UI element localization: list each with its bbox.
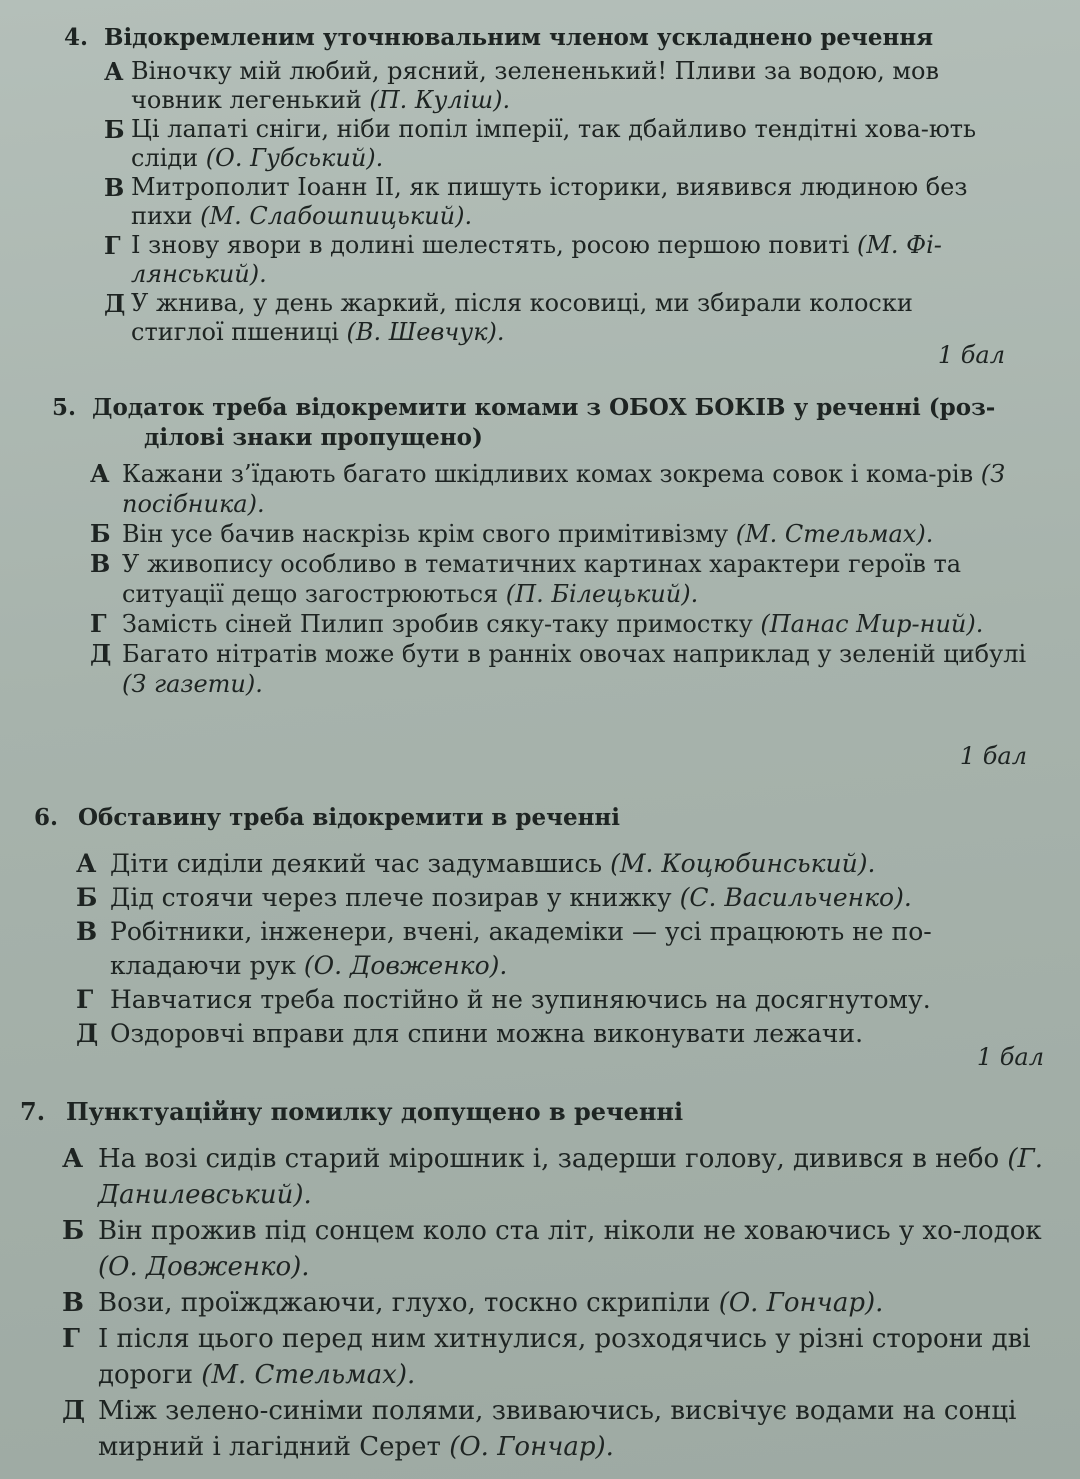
option-source: (М. Фі-лянський).	[131, 231, 942, 288]
option-text: У жнива, у день жаркий, після косовиці, ми збирали колоски стиглої пшениці	[131, 289, 913, 346]
option-h	[0, 983, 1040, 1017]
option-text: Ці лапаті сніги, ніби попіл імперії, так дбайливо тендітні хова-ють сліди	[131, 115, 977, 172]
option-text: На возі сидів старий мірошник і, задерши голову, дивився в небо	[98, 1144, 1000, 1174]
option-text: Митрополит Іоанн II, як пишуть історики, виявився людиною без пихи	[131, 173, 968, 230]
option-source: (В. Шевчук).	[346, 318, 505, 346]
question-number: 5.	[52, 394, 77, 421]
question-4	[0, 22, 1080, 369]
option-source: (О. Гончар).	[449, 1432, 614, 1462]
option-letter: Д	[76, 1019, 99, 1048]
option-source: (М. Стельмах).	[735, 520, 934, 548]
option-source: (П. Куліш).	[369, 86, 511, 114]
option-letter: Г	[76, 985, 94, 1014]
options-list	[0, 1141, 1080, 1465]
option-h	[0, 231, 991, 289]
option-letter: Б	[76, 883, 98, 912]
question-heading	[0, 22, 1080, 53]
option-b	[0, 115, 991, 173]
option-text: Навчатися треба постійно й не зупиняючись на досягнутому.	[110, 985, 931, 1014]
question-title: Додаток треба відокремити комами з ОБОХ БОКІВ у реченні (роз-	[92, 394, 996, 421]
option-source: (З газети).	[122, 670, 263, 698]
option-text: Він прожив під сонцем коло ста літ, ніколи не ховаючись у хо-лодок	[98, 1216, 1042, 1246]
option-letter: Г	[62, 1324, 80, 1354]
question-heading	[0, 802, 1080, 833]
option-source: (О. Гончар).	[718, 1288, 884, 1318]
options-list	[0, 847, 1080, 1051]
question-6	[0, 802, 1080, 1071]
option-letter: Б	[62, 1216, 85, 1246]
option-source: (М. Стельмах).	[201, 1360, 416, 1390]
question-title: Обставину треба відокремити в реченні	[78, 804, 621, 831]
option-a	[0, 1141, 1058, 1213]
option-letter: В	[104, 173, 125, 202]
option-b	[0, 519, 1027, 549]
option-source: (М. Слабошпицький).	[200, 202, 473, 230]
option-v	[0, 915, 1040, 983]
option-text: І після цього перед ним хитнулися, розходячись у різні сторони дві дороги	[98, 1324, 1031, 1390]
question-number: 4.	[64, 24, 89, 51]
option-source: (О. Довженко).	[303, 951, 508, 980]
option-letter: Г	[90, 609, 107, 638]
option-b	[0, 1213, 1058, 1285]
option-b	[0, 881, 1040, 915]
score-label: 1 бал	[976, 1043, 1044, 1071]
option-d	[0, 289, 991, 347]
option-letter: Б	[104, 115, 125, 144]
option-letter: А	[76, 849, 97, 878]
option-letter: Г	[104, 231, 121, 260]
option-text: У живопису особливо в тематичних картинах характери героїв та ситуації дещо загострюються	[122, 550, 962, 608]
option-text: Кажани з’їдають багато шкідливих комах зокрема совок і кома-рів	[122, 460, 974, 488]
option-text: Між зелено-синіми полями, звиваючись, висвічує водами на сонці мирний і лагідний Серет	[98, 1396, 1017, 1462]
option-text: Робітники, інженери, вчені, академіки — усі працюють не по-кладаючи рук	[110, 917, 932, 980]
option-text: Дід стоячи через плече позирав у книжку	[110, 883, 672, 912]
option-letter: Д	[90, 639, 112, 668]
question-5	[0, 393, 1080, 770]
option-source: (Панас Мир-ний).	[760, 610, 984, 638]
question-7	[0, 1096, 1080, 1465]
option-source: (Г. Данилевський).	[98, 1144, 1044, 1210]
score-label: 1 бал	[937, 341, 1005, 369]
option-source: (О. Губський).	[205, 144, 384, 172]
options-list	[0, 57, 1080, 347]
question-number: 7.	[20, 1097, 46, 1126]
option-letter: Д	[62, 1396, 86, 1426]
option-v	[0, 549, 1027, 609]
option-text: Вози, проїжджаючи, глухо, тоскно скрипіли	[98, 1288, 711, 1318]
option-letter: А	[90, 459, 110, 488]
option-d	[0, 1017, 1040, 1051]
question-heading	[0, 393, 1080, 453]
option-text: Діти сиділи деякий час задумавшись	[110, 849, 603, 878]
option-a	[0, 847, 1040, 881]
option-text: Він усе бачив наскрізь крім свого примітивізму	[122, 520, 729, 548]
option-v	[0, 173, 991, 231]
option-a	[0, 57, 991, 115]
option-a	[0, 459, 1027, 519]
question-title: Відокремленим уточнювальним членом ускладнено речення	[104, 24, 934, 51]
question-number: 6.	[34, 804, 59, 831]
option-text: Оздоровчі вправи для спини можна виконувати лежачи.	[110, 1019, 864, 1048]
option-letter: А	[104, 57, 124, 86]
option-source: (О. Довженко).	[98, 1252, 310, 1282]
option-letter: А	[62, 1144, 84, 1174]
option-text: І знову явори в долині шелестять, росою першою повиті	[131, 231, 850, 259]
option-text: Віночку мій любий, рясний, зелененький! Пливи за водою, мов човник легенький	[131, 57, 939, 114]
options-list	[0, 459, 1080, 699]
option-text: Замість сіней Пилип зробив сяку-таку примостку	[122, 610, 753, 638]
option-source: (С. Васильченко).	[679, 883, 912, 912]
score-label: 1 бал	[959, 742, 1027, 770]
option-letter: Б	[90, 519, 111, 548]
option-letter: В	[76, 917, 98, 946]
option-source: (З посібника).	[122, 460, 1006, 518]
option-h	[0, 1321, 1058, 1393]
option-d	[0, 1393, 1058, 1465]
question-title-continuation: ділові знаки пропущено)	[144, 424, 483, 451]
option-source: (П. Білецький).	[505, 580, 699, 608]
option-letter: Д	[104, 289, 126, 318]
question-heading	[0, 1096, 1080, 1127]
option-h	[0, 609, 1027, 639]
option-letter: В	[90, 549, 111, 578]
option-text: Багато нітратів може бути в ранніх овочах наприклад у зеленій цибулі	[122, 640, 1027, 668]
option-d	[0, 639, 1027, 699]
question-title: Пунктуаційну помилку допущено в реченні	[66, 1097, 684, 1126]
option-v	[0, 1285, 1058, 1321]
option-letter: В	[62, 1288, 84, 1318]
option-source: (М. Коцюбинський).	[610, 849, 876, 878]
